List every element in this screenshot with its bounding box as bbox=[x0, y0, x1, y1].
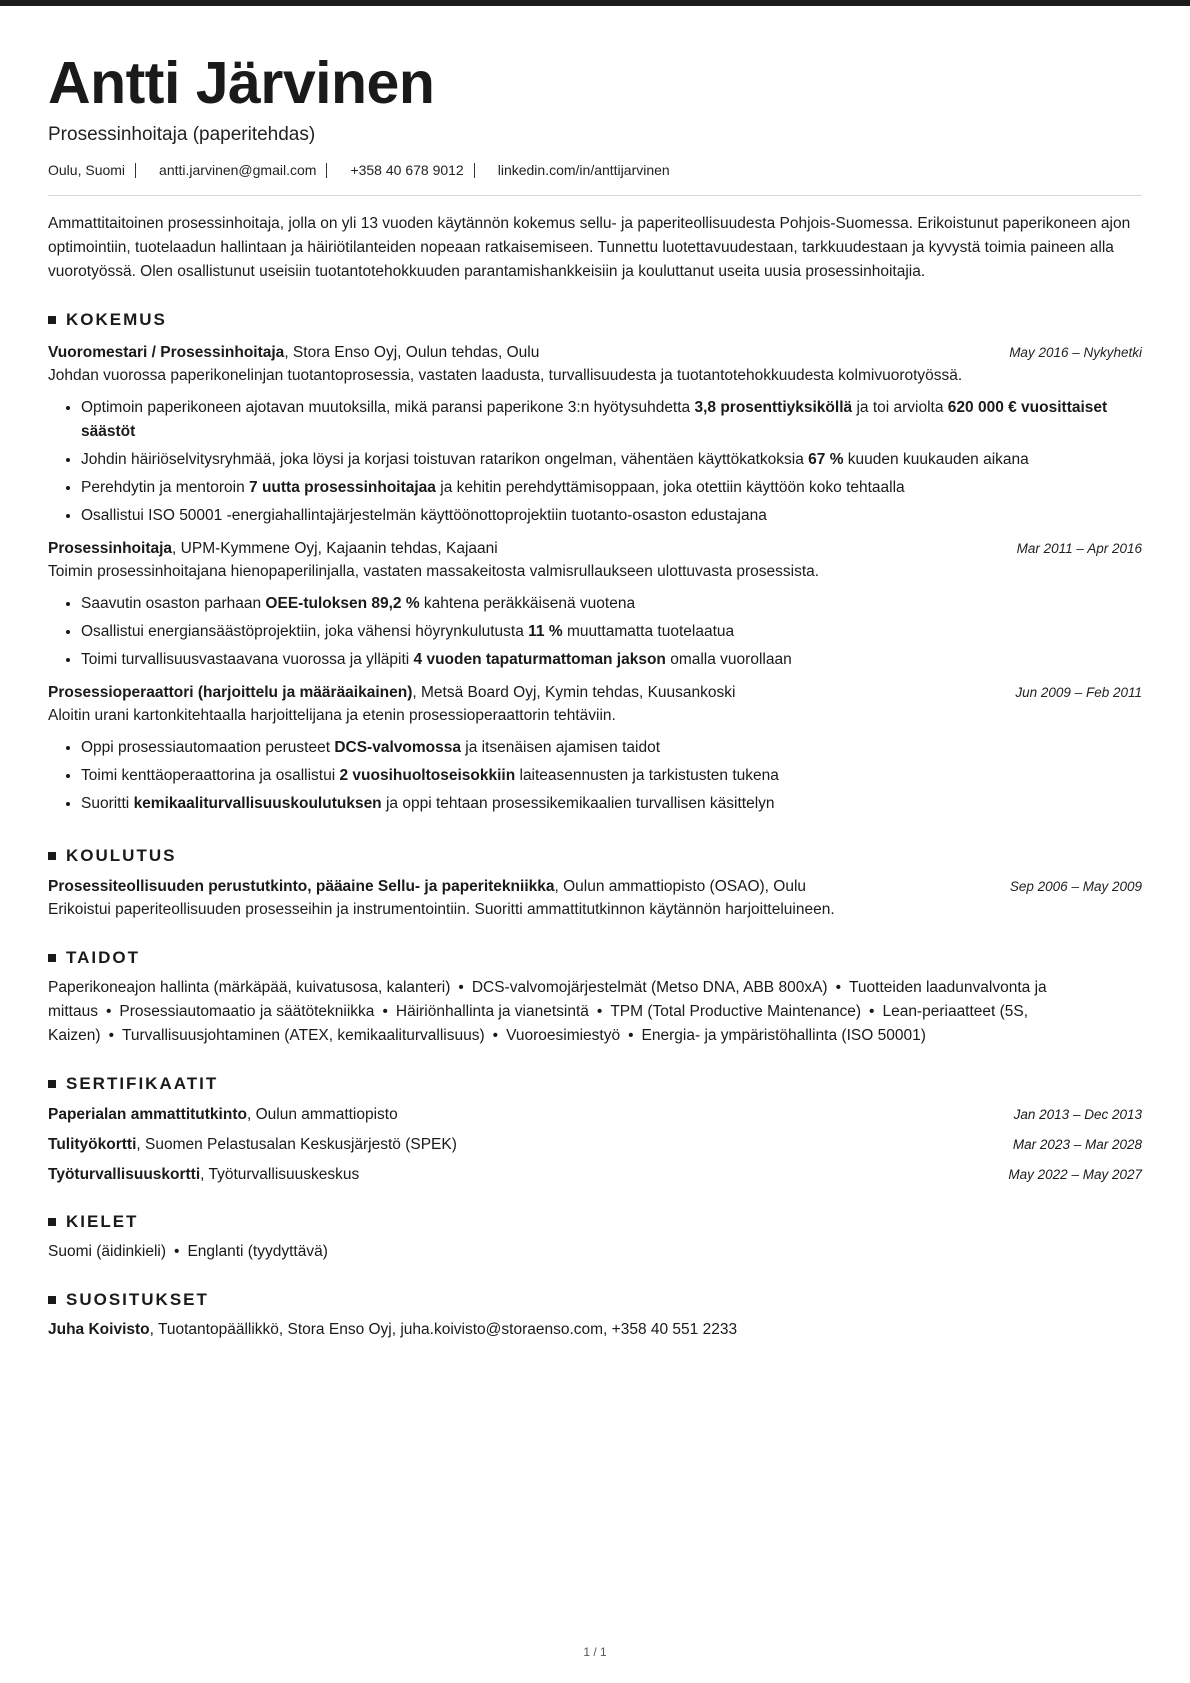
education-date: Sep 2006 – May 2009 bbox=[1009, 879, 1142, 894]
job-company: , Stora Enso Oyj, Oulun tehdas, Oulu bbox=[284, 344, 540, 361]
bullet-separator: • bbox=[174, 1243, 180, 1260]
achievement-text: omalla vuorollaan bbox=[665, 651, 792, 668]
section-experience bbox=[48, 310, 1142, 330]
achievement-text: muuttamatta tuotelaatua bbox=[562, 623, 735, 640]
job-achievements bbox=[48, 736, 1142, 816]
skill-item: Tuotteiden laadunvalvonta ja mittaus bbox=[48, 979, 1047, 1020]
achievement-item bbox=[81, 448, 1142, 472]
experience-entry-header bbox=[48, 682, 1142, 704]
achievement-text: laiteasennusten ja tarkistusten tukena bbox=[515, 767, 779, 784]
certification-name: Tulityökortti bbox=[48, 1136, 137, 1153]
skill-item: Energia- ja ympäristöhallinta (ISO 50001) bbox=[641, 1027, 926, 1044]
education-entry bbox=[48, 876, 1142, 898]
section-square-icon bbox=[48, 1080, 56, 1088]
contact-separator bbox=[474, 163, 475, 178]
achievement-item bbox=[81, 396, 1142, 444]
highlight-text: OEE-tuloksen 89,2 % bbox=[265, 595, 420, 612]
achievement-item bbox=[81, 648, 1142, 672]
reference-entry bbox=[48, 1318, 1142, 1342]
contact-phone[interactable]: +358 40 678 9012 bbox=[350, 162, 464, 178]
certification-title bbox=[48, 1164, 359, 1186]
highlight-text: DCS-valvomossa bbox=[334, 739, 461, 756]
contact-email[interactable]: antti.jarvinen@gmail.com bbox=[159, 162, 317, 178]
achievement-text: Toimi turvallisuusvastaavana vuorossa ja ylläpiti bbox=[81, 651, 414, 668]
bullet-separator: • bbox=[105, 1003, 112, 1020]
certification-name: Paperialan ammattitutkinto bbox=[48, 1106, 247, 1123]
certification-date: Mar 2023 – Mar 2028 bbox=[1012, 1137, 1142, 1152]
certification-org: , Työturvallisuuskeskus bbox=[200, 1166, 360, 1183]
achievement-text: kuuden kuukauden aikana bbox=[843, 451, 1029, 468]
job-date: May 2016 – Nykyhetki bbox=[1009, 345, 1142, 360]
job-role: Prosessioperaattori (harjoittelu ja määräaikainen) bbox=[48, 684, 413, 701]
certification-org: , Oulun ammattiopisto bbox=[246, 1106, 398, 1123]
certification-date: May 2022 – May 2027 bbox=[1008, 1167, 1142, 1182]
achievement-item bbox=[81, 792, 1142, 816]
achievement-text: ja itsenäisen ajamisen taidot bbox=[460, 739, 661, 756]
achievement-text: Osallistui energiansäästöprojektiin, joka vähensi höyrynkulutusta bbox=[81, 623, 529, 640]
section-title-text: SUOSITUKSET bbox=[66, 1290, 209, 1309]
contact-location: Oulu, Suomi bbox=[48, 162, 126, 178]
reference-detail: , Tuotantopäällikkö, Stora Enso Oyj, juha.koivisto@storaenso.com, +358 40 551 2233 bbox=[149, 1321, 738, 1338]
summary: Ammattitaitoinen prosessinhoitaja, jolla on yli 13 vuoden käytännön kokemus sellu- ja paperiteollisuudesta Pohjois-Suomessa. Erikoistunut paperikoneen ajon optimointiin, tuotelaadun hallintaan ja häiriötilanteiden nopeaan ratkaisemiseen. Tunnettu luotettavuudestaan, tarkkuudestaan ja kyvystä toimia paineen alla vuorotyössä. Olen osallistunut useisiin tuotantotehokkuuden parantamishankkeisiin ja kouluttanut useita uusia prosessinhoitajia. bbox=[48, 215, 1131, 280]
job-role: Prosessinhoitaja bbox=[48, 540, 173, 557]
reference-name: Juha Koivisto bbox=[48, 1321, 150, 1338]
job-role: Vuoromestari / Prosessinhoitaja bbox=[48, 344, 285, 361]
contact-line bbox=[48, 161, 1142, 179]
section-title-text: KOKEMUS bbox=[66, 310, 167, 329]
highlight-text: 3,8 prosenttiyksiköllä bbox=[694, 399, 853, 416]
section-square-icon bbox=[48, 1218, 56, 1226]
experience-list bbox=[48, 342, 1142, 816]
header-divider bbox=[48, 195, 1142, 196]
education-degree: Prosessiteollisuuden perustutkinto, pääaine Sellu- ja paperitekniikka bbox=[48, 878, 555, 895]
skills-list bbox=[48, 976, 1142, 1048]
highlight-text: 67 % bbox=[808, 451, 844, 468]
certification-title bbox=[48, 1104, 398, 1126]
certification-entry bbox=[48, 1164, 1142, 1186]
certification-entry bbox=[48, 1104, 1142, 1126]
skill-item: Prosessiautomaatio ja säätötekniikka bbox=[119, 1003, 375, 1020]
resume-page bbox=[48, 48, 1142, 1342]
certification-org: , Suomen Pelastusalan Keskusjärjestö (SPEK) bbox=[136, 1136, 457, 1153]
skill-item: TPM (Total Productive Maintenance) bbox=[610, 1003, 862, 1020]
certification-list bbox=[48, 1104, 1142, 1186]
certification-entry bbox=[48, 1134, 1142, 1156]
achievement-text: Oppi prosessiautomaation perusteet bbox=[81, 739, 335, 756]
bullet-separator: • bbox=[869, 1003, 875, 1020]
skill-item: Vuoroesimiestyö bbox=[506, 1027, 621, 1044]
experience-entry-header bbox=[48, 342, 1142, 364]
skill-item: Häiriönhallinta ja vianetsintä bbox=[395, 1003, 589, 1020]
bullet-separator: • bbox=[596, 1003, 603, 1020]
bullet-separator: • bbox=[108, 1027, 114, 1044]
job-achievements bbox=[48, 592, 1142, 672]
section-title-text: KIELET bbox=[66, 1212, 139, 1231]
section-square-icon bbox=[48, 1296, 56, 1304]
job-date: Jun 2009 – Feb 2011 bbox=[1015, 685, 1142, 700]
achievement-item bbox=[81, 736, 1142, 760]
achievement-text: kahtena peräkkäisenä vuotena bbox=[419, 595, 636, 612]
language-item: Suomi (äidinkieli) bbox=[48, 1243, 167, 1260]
experience-title bbox=[48, 538, 498, 560]
achievement-text: Toimi kenttäoperaattorina ja osallistui bbox=[81, 767, 340, 784]
highlight-text: 2 vuosihuoltoseisokkiin bbox=[339, 767, 516, 784]
achievement-text: ja oppi tehtaan prosessikemikaalien turvallisen käsittelyn bbox=[381, 795, 775, 812]
section-certifications bbox=[48, 1074, 1142, 1094]
highlight-text: 7 uutta prosessinhoitajaa bbox=[249, 479, 436, 496]
experience-title bbox=[48, 682, 735, 704]
certification-title bbox=[48, 1134, 457, 1156]
achievement-item bbox=[81, 764, 1142, 788]
highlight-text: 620 000 € vuosittaiset säästöt bbox=[81, 399, 1108, 440]
bullet-separator: • bbox=[835, 979, 842, 996]
achievement-item bbox=[81, 592, 1142, 616]
bullet-separator: • bbox=[458, 979, 464, 996]
section-languages bbox=[48, 1212, 1142, 1232]
section-education bbox=[48, 846, 1142, 866]
education-school: , Oulun ammattiopisto (OSAO), Oulu bbox=[554, 878, 807, 895]
language-item: Englanti (tyydyttävä) bbox=[187, 1243, 328, 1260]
achievement-text: ja toi arviolta bbox=[852, 399, 948, 416]
certification-date: Jan 2013 – Dec 2013 bbox=[1013, 1107, 1142, 1122]
bullet-separator: • bbox=[492, 1027, 499, 1044]
page-number: 1 / 1 bbox=[583, 1645, 607, 1659]
achievement-item bbox=[81, 620, 1142, 644]
achievement-item bbox=[81, 504, 1142, 528]
languages-list bbox=[48, 1240, 1142, 1264]
section-skills bbox=[48, 948, 1142, 968]
bullet-separator: • bbox=[628, 1027, 634, 1044]
candidate-name: Antti Järvinen bbox=[48, 50, 435, 116]
skill-item: Turvallisuusjohtaminen (ATEX, kemikaaliturvallisuus) bbox=[122, 1027, 485, 1044]
achievement-text: Suoritti bbox=[81, 795, 134, 812]
highlight-text: kemikaaliturvallisuuskoulutuksen bbox=[133, 795, 382, 812]
education-description: Erikoistui paperiteollisuuden prosesseihin ja instrumentointiin. Suoritti ammattitutkinnon käytännön harjoitteluineen. bbox=[48, 901, 835, 918]
achievement-text: Osallistui ISO 50001 -energiahallintajärjestelmän käyttöönottoprojektiin tuotanto-osaston edustajana bbox=[81, 507, 767, 524]
job-description: Johdan vuorossa paperikonelinjan tuotantoprosessia, vastaten laadusta, turvallisuudesta ja tuotantotehokkuudesta kolmivuorotyössä. bbox=[48, 367, 963, 384]
top-border bbox=[0, 0, 1190, 6]
contact-separator bbox=[326, 163, 327, 178]
section-square-icon bbox=[48, 316, 56, 324]
highlight-text: 11 % bbox=[528, 623, 563, 640]
job-achievements bbox=[48, 396, 1142, 528]
highlight-text: 4 vuoden tapaturmattoman jakson bbox=[413, 651, 666, 668]
certification-name: Työturvallisuuskortti bbox=[48, 1166, 201, 1183]
section-title-text: KOULUTUS bbox=[66, 846, 177, 865]
job-company: , Metsä Board Oyj, Kymin tehdas, Kuusankoski bbox=[412, 684, 736, 701]
bullet-separator: • bbox=[382, 1003, 388, 1020]
skill-item: DCS-valvomojärjestelmät (Metso DNA, ABB 800xA) bbox=[471, 979, 828, 996]
skill-item: Paperikoneajon hallinta (märkäpää, kuivatusosa, kalanteri) bbox=[48, 979, 451, 996]
experience-title bbox=[48, 342, 539, 364]
section-references bbox=[48, 1290, 1142, 1310]
education-title bbox=[48, 876, 806, 898]
job-description: Toimin prosessinhoitajana hienopaperilinjalla, vastaten massakeitosta valmisrullaukseen ulottuvasta prosessista. bbox=[48, 563, 820, 580]
contact-separator bbox=[135, 163, 136, 178]
achievement-text: Perehdytin ja mentoroin bbox=[81, 479, 250, 496]
achievement-text: Johdin häiriöselvitysryhmää, joka löysi ja korjasi toistuvan ratarikon ongelman, vähentäen käyttökatkoksia bbox=[81, 451, 809, 468]
achievement-text: Saavutin osaston parhaan bbox=[81, 595, 266, 612]
achievement-item bbox=[81, 476, 1142, 500]
achievement-text: ja kehitin perehdyttämisoppaan, joka otettiin käyttöön koko tehtaalla bbox=[435, 479, 905, 496]
job-description: Aloitin urani kartonkitehtaalla harjoittelijana ja etenin prosessioperaattorin tehtäviin. bbox=[48, 707, 616, 724]
job-date: Mar 2011 – Apr 2016 bbox=[1016, 541, 1142, 556]
section-title-text: TAIDOT bbox=[66, 948, 141, 967]
candidate-title: Prosessinhoitaja (paperitehdas) bbox=[48, 124, 316, 145]
section-square-icon bbox=[48, 852, 56, 860]
section-title-text: SERTIFIKAATIT bbox=[66, 1074, 219, 1093]
achievement-text: Optimoin paperikoneen ajotavan muutoksilla, mikä paransi paperikone 3:n hyötysuhdetta bbox=[81, 399, 695, 416]
section-square-icon bbox=[48, 954, 56, 962]
contact-linkedin[interactable]: linkedin.com/in/anttijarvinen bbox=[497, 162, 670, 178]
skill-item: Lean-periaatteet (5S, Kaizen) bbox=[48, 1003, 1029, 1044]
experience-entry-header bbox=[48, 538, 1142, 560]
job-company: , UPM-Kymmene Oyj, Kajaanin tehdas, Kajaani bbox=[172, 540, 498, 557]
